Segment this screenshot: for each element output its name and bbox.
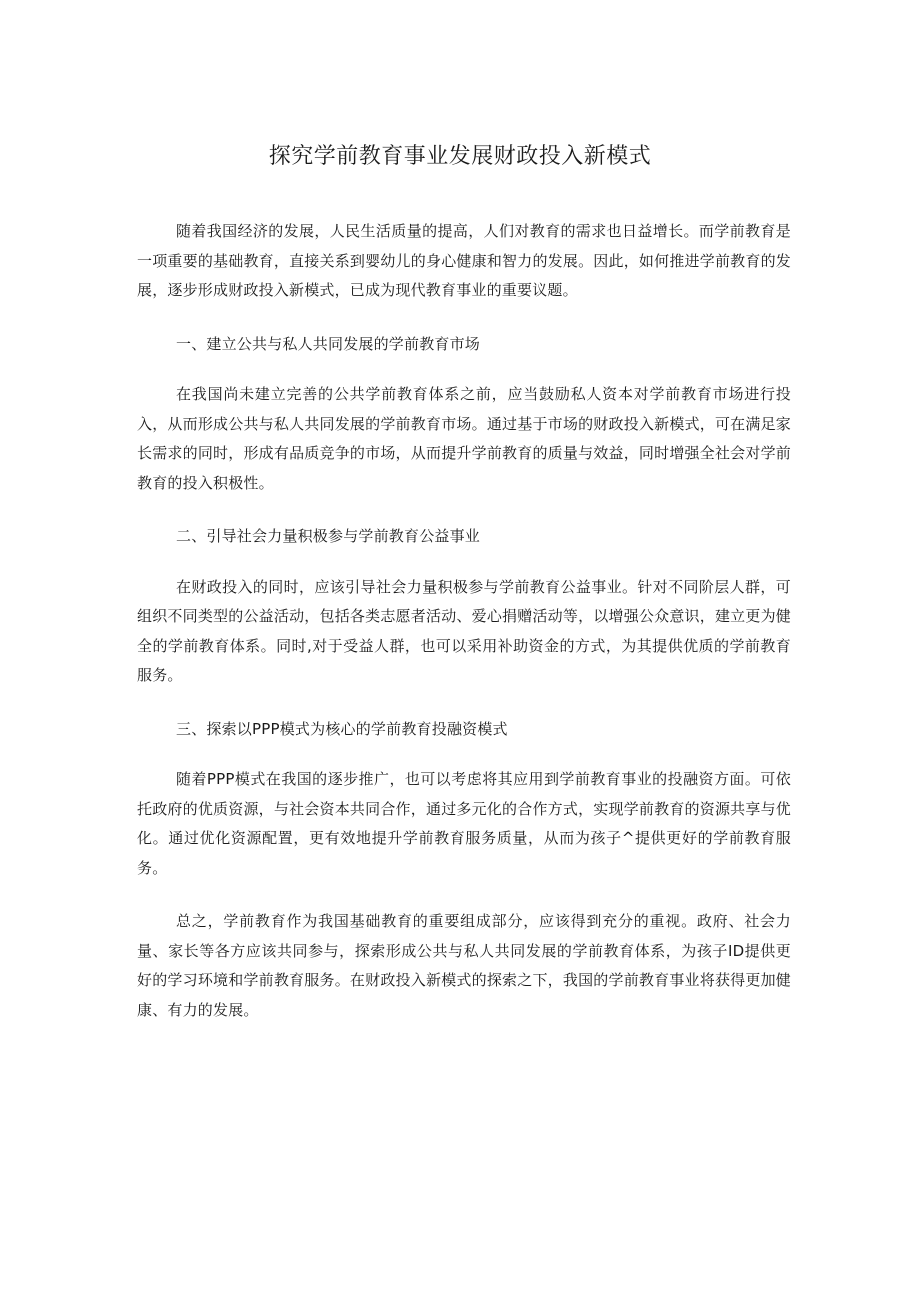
section-2-heading: 二、引导社会力量积极参与学前教育公益事业 xyxy=(176,527,481,545)
intro-paragraph: 随着我国经济的发展，人民生活质量的提高，人们对教育的需求也日益增长。而学前教育是一项重要的基础教育，直接关系到婴幼儿的身心健康和智力的发展。因此，如何推进学前教育的发展，逐步形成财政投入新模式，已成为现代教育事业的重要议题。 xyxy=(137,222,791,299)
document-title: 探究学前教育事业发展财政投入新模式 xyxy=(268,144,652,169)
section-3-heading: 三、探索以PPP模式为核心的学前教育投融资模式 xyxy=(176,719,508,738)
section-1-heading: 一、建立公共与私人共同发展的学前教育市场 xyxy=(176,334,481,353)
section-3-paragraph: 随着PPP模式在我国的逐步推广，也可以考虑将其应用到学前教育事业的投融资方面。可依托政府的优质资源，与社会资本共同合作，通过多元化的合作方式，实现学前教育的资源共享与优化。通过优化资源配置，更有效地提升学前教育服务质量，从而为孩子^提供更好的学前教育服务。 xyxy=(137,770,791,877)
conclusion-paragraph: 总之，学前教育作为我国基础教育的重要组成部分，应该得到充分的重视。政府、社会力量、家长等各方应该共同参与，探索形成公共与私人共同发展的学前教育体系，为孩子ID提供更好的学习环境和学前教育服务。在财政投入新模式的探索之下，我国的学前教育事业将获得更加健康、有力的发展。 xyxy=(137,912,791,1019)
document-body xyxy=(137,217,791,1049)
section-2-paragraph: 在财政投入的同时，应该引导社会力量积极参与学前教育公益事业。针对不同阶层人群，可组织不同类型的公益活动，包括各类志愿者活动、爱心捐赠活动等，以增强公众意识，建立更为健全的学前教育体系。同时,对于受益人群，也可以采用补助资金的方式，为其提供优质的学前教育服务。 xyxy=(137,577,791,684)
section-1-paragraph: 在我国尚未建立完善的公共学前教育体系之前，应当鼓励私人资本对学前教育市场进行投入，从而形成公共与私人共同发展的学前教育市场。通过基于市场的财政投入新模式，可在满足家长需求的同时，形成有品质竞争的市场，从而提升学前教育的质量与效益，同时增强全社会对学前教育的投入积极性。 xyxy=(137,385,791,492)
